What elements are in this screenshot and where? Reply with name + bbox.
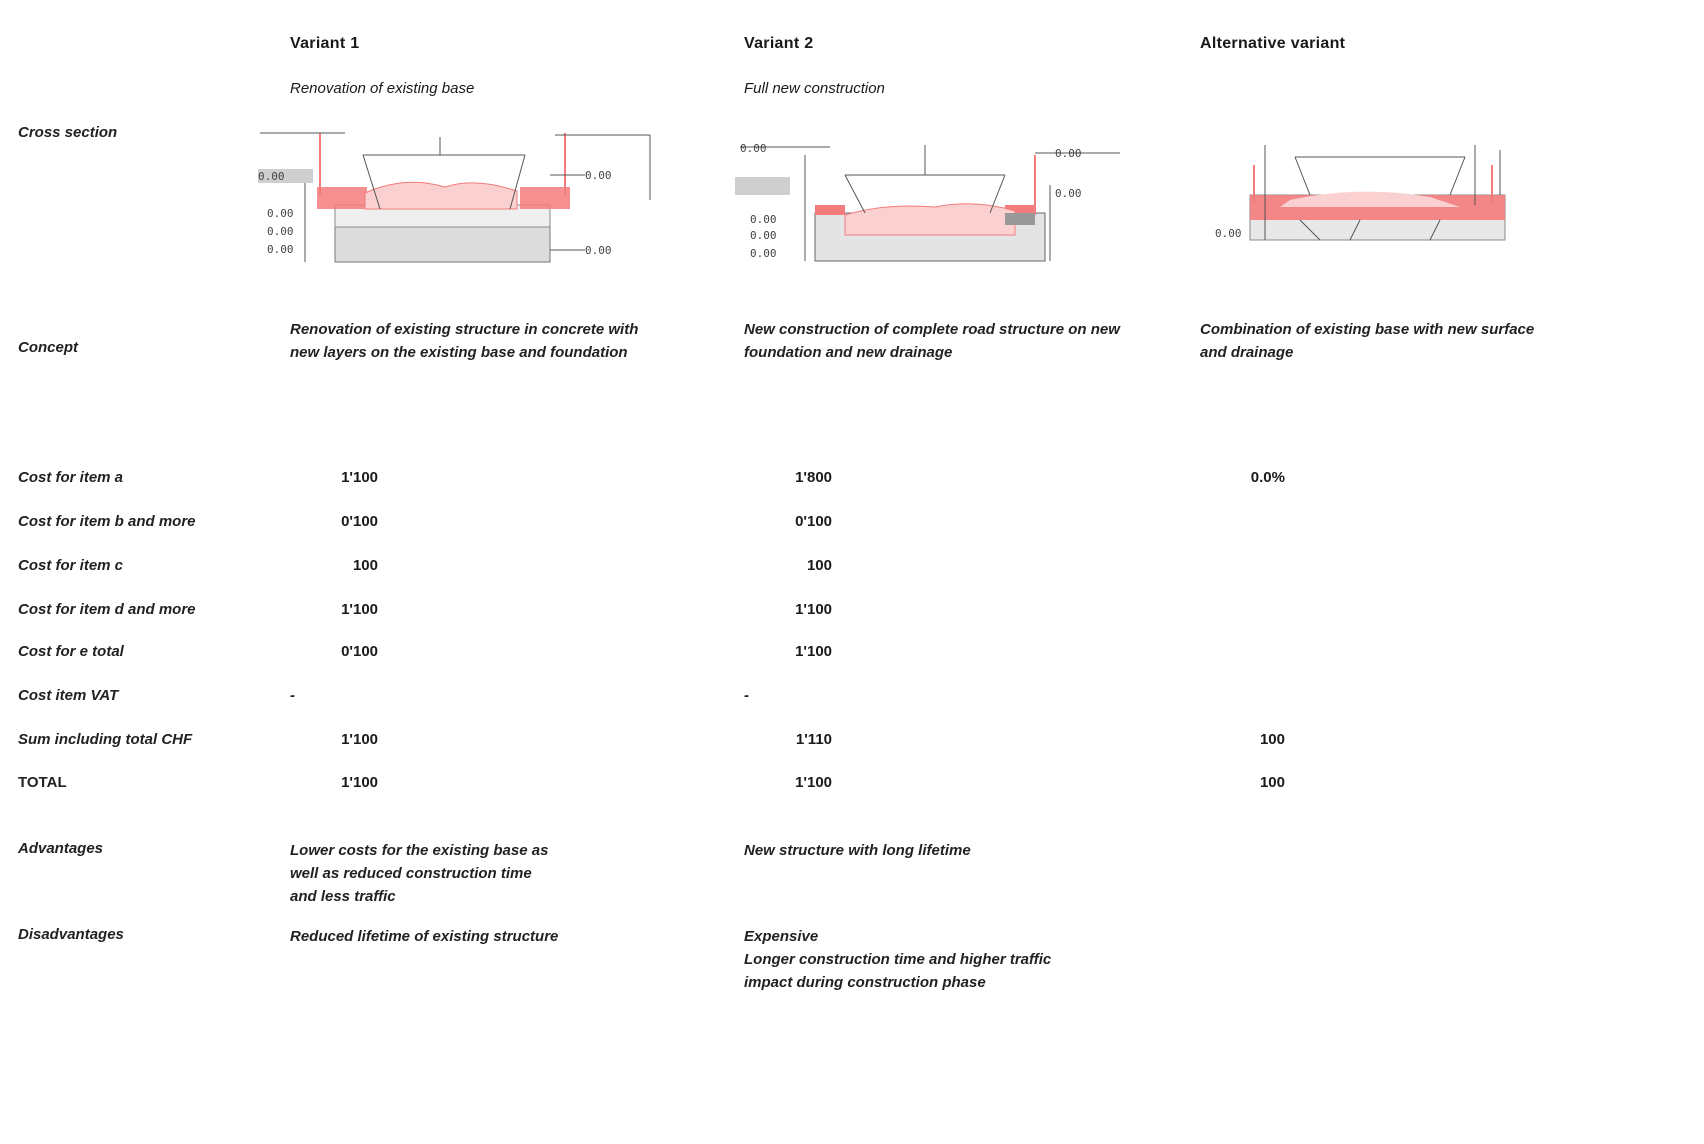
- advantages-line: and less traffic: [290, 888, 396, 905]
- row-label-sum: Sum including total CHF: [18, 731, 193, 748]
- row-label-cost-e: Cost for e total: [18, 643, 124, 660]
- disadvantages-line: Longer construction time and higher traffic: [744, 951, 1052, 968]
- column-title-variant-1: Variant 1: [290, 35, 360, 52]
- dimension-label: 0.00: [267, 243, 294, 256]
- value-cost-f-variant-2: -: [744, 687, 749, 704]
- cross-section-diagram-variant-2: [735, 135, 1125, 270]
- concept-text-alternative: Combination of existing base with new surface and drainage: [1200, 321, 1535, 361]
- dimension-label: 0.00: [1055, 187, 1082, 200]
- concept-text-variant-1: Renovation of existing structure in concrete with new layers on the existing base and foundation: [290, 321, 639, 361]
- row-label-cost-f: Cost item VAT: [18, 687, 119, 704]
- value-cost-b-variant-2: 0'100: [795, 513, 832, 530]
- advantages-line: New structure with long lifetime: [744, 842, 971, 859]
- dimension-label: 0.00: [258, 170, 285, 183]
- advantages-line: Lower costs for the existing base as: [290, 842, 549, 859]
- disadvantages-text-variant-1: [290, 925, 650, 948]
- value-cost-d-variant-1: 1'100: [341, 601, 378, 618]
- row-label-disadvantages: Disadvantages: [18, 926, 124, 943]
- value-sum-alternative: 100: [1259, 731, 1285, 748]
- dimension-label: 0.00: [750, 213, 777, 226]
- dimension-label: 0.00: [750, 247, 777, 260]
- value-cost-a-variant-2: 1'800: [795, 469, 832, 486]
- value-cost-e-variant-1: 0'100: [341, 643, 378, 660]
- value-cost-c-variant-2: 100: [806, 557, 832, 574]
- row-label-cross-section: Cross section: [18, 124, 118, 141]
- column-title-alternative: Alternative variant: [1200, 35, 1346, 52]
- value-sum-variant-2: 1'110: [795, 731, 832, 748]
- dimension-label: 0.00: [1055, 147, 1082, 160]
- advantages-line: well as reduced construction time: [290, 865, 532, 882]
- row-label-total: TOTAL: [18, 774, 67, 791]
- value-cost-a-alternative: 0.0%: [1250, 469, 1285, 486]
- column-subtitle-variant-1: Renovation of existing base: [290, 80, 475, 97]
- value-cost-d-variant-2: 1'100: [795, 601, 832, 618]
- dimension-label: 0.00: [750, 229, 777, 242]
- disadvantages-line: impact during construction phase: [744, 974, 986, 991]
- dimension-label: 0.00: [740, 142, 767, 155]
- advantages-text-variant-1: [290, 839, 650, 908]
- value-total-variant-2: 1'100: [795, 774, 832, 791]
- column-title-variant-2: Variant 2: [744, 35, 814, 52]
- value-total-alternative: 100: [1259, 774, 1285, 791]
- dimension-label: 0.00: [1215, 227, 1242, 240]
- row-label-cost-d: Cost for item d and more: [18, 601, 196, 618]
- value-total-variant-1: 1'100: [341, 774, 378, 791]
- disadvantages-text-variant-2: [744, 925, 1134, 994]
- value-cost-f-variant-1: -: [290, 687, 295, 704]
- dimension-label: 0.00: [267, 225, 294, 238]
- dimension-label: 0.00: [585, 244, 612, 257]
- disadvantages-line: Reduced lifetime of existing structure: [290, 928, 559, 945]
- row-label-cost-a: Cost for item a: [18, 469, 124, 486]
- disadvantages-line: Expensive: [744, 928, 819, 945]
- concept-text-variant-2: New construction of complete road structure on new foundation and new drainage: [744, 321, 1120, 361]
- row-label-cost-c: Cost for item c: [18, 557, 124, 574]
- row-label-concept: Concept: [18, 339, 78, 356]
- value-cost-b-variant-1: 0'100: [341, 513, 378, 530]
- column-subtitle-variant-2: Full new construction: [744, 80, 885, 97]
- dimension-label: 0.00: [585, 169, 612, 182]
- dimension-label: 0.00: [267, 207, 294, 220]
- value-cost-c-variant-1: 100: [352, 557, 378, 574]
- row-label-cost-b: Cost for item b and more: [18, 513, 196, 530]
- row-label-advantages: Advantages: [18, 840, 104, 857]
- cross-section-diagram-alternative: [1210, 145, 1510, 265]
- value-cost-a-variant-1: 1'100: [341, 469, 378, 486]
- cross-section-diagram-variant-1: [255, 125, 655, 270]
- advantages-text-variant-2: [744, 839, 1134, 862]
- value-sum-variant-1: 1'100: [341, 731, 378, 748]
- value-cost-e-variant-2: 1'100: [795, 643, 832, 660]
